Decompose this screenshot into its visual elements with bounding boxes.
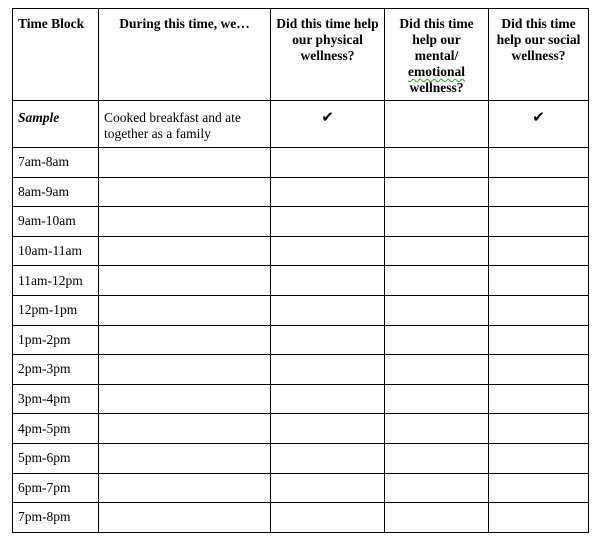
activity-cell[interactable] (99, 473, 271, 503)
mental-cell[interactable] (385, 473, 489, 503)
header-mental (385, 9, 489, 101)
header-mental-line1: Did this time help our (399, 16, 474, 47)
table-row (13, 473, 589, 503)
physical-cell[interactable] (271, 473, 385, 503)
physical-cell[interactable] (271, 503, 385, 533)
social-cell[interactable] (489, 295, 589, 325)
activity-cell[interactable] (99, 236, 271, 266)
header-mental-line4: wellness? (409, 80, 464, 95)
time-slot-label: 3pm-4pm (13, 384, 99, 414)
sample-mental-check[interactable] (385, 101, 489, 148)
header-mental-line2: mental/ (414, 48, 459, 63)
activity-cell[interactable] (99, 148, 271, 178)
activity-cell[interactable] (99, 177, 271, 207)
table-row (13, 207, 589, 237)
social-cell[interactable] (489, 177, 589, 207)
header-row (13, 9, 589, 101)
mental-cell[interactable] (385, 384, 489, 414)
mental-cell[interactable] (385, 207, 489, 237)
table-row (13, 414, 589, 444)
activity-cell[interactable] (99, 355, 271, 385)
time-slot-label: 7am-8am (13, 148, 99, 178)
mental-cell[interactable] (385, 148, 489, 178)
social-cell[interactable] (489, 325, 589, 355)
table-row (13, 384, 589, 414)
time-slot-label: 10am-11am (13, 236, 99, 266)
social-cell[interactable] (489, 236, 589, 266)
header-physical: Did this time help our physical wellness? (271, 9, 385, 101)
social-cell[interactable] (489, 473, 589, 503)
social-cell[interactable] (489, 384, 589, 414)
mental-cell[interactable] (385, 355, 489, 385)
wellness-log-table (12, 8, 589, 533)
physical-cell[interactable] (271, 443, 385, 473)
social-cell[interactable] (489, 443, 589, 473)
table-row (13, 266, 589, 296)
time-slot-label: 9am-10am (13, 207, 99, 237)
table-row (13, 148, 589, 178)
table-row (13, 503, 589, 533)
time-slot-rows (13, 148, 589, 533)
header-social: Did this time help our social wellness? (489, 9, 589, 101)
time-slot-label: 5pm-6pm (13, 443, 99, 473)
mental-cell[interactable] (385, 177, 489, 207)
time-slot-label: 2pm-3pm (13, 355, 99, 385)
mental-cell[interactable] (385, 414, 489, 444)
physical-cell[interactable] (271, 207, 385, 237)
table-row (13, 443, 589, 473)
sample-activity-cell[interactable]: Cooked breakfast and ate together as a family (99, 101, 271, 148)
time-slot-label: 8am-9am (13, 177, 99, 207)
activity-cell[interactable] (99, 295, 271, 325)
time-slot-label: 12pm-1pm (13, 295, 99, 325)
table-row (13, 236, 589, 266)
activity-cell[interactable] (99, 503, 271, 533)
table-row (13, 355, 589, 385)
time-slot-label: 7pm-8pm (13, 503, 99, 533)
mental-cell[interactable] (385, 443, 489, 473)
social-cell[interactable] (489, 414, 589, 444)
physical-cell[interactable] (271, 325, 385, 355)
header-mental-line3: emotional (408, 64, 465, 79)
sample-label: Sample (18, 110, 60, 125)
table-row (13, 295, 589, 325)
time-slot-label: 6pm-7pm (13, 473, 99, 503)
sample-social-check[interactable]: ✔ (489, 101, 589, 148)
table-row (13, 325, 589, 355)
physical-cell[interactable] (271, 236, 385, 266)
sample-row (13, 101, 589, 148)
physical-cell[interactable] (271, 414, 385, 444)
social-cell[interactable] (489, 148, 589, 178)
activity-cell[interactable] (99, 266, 271, 296)
time-slot-label: 1pm-2pm (13, 325, 99, 355)
mental-cell[interactable] (385, 266, 489, 296)
mental-cell[interactable] (385, 295, 489, 325)
mental-cell[interactable] (385, 325, 489, 355)
physical-cell[interactable] (271, 295, 385, 325)
table-row (13, 177, 589, 207)
social-cell[interactable] (489, 207, 589, 237)
mental-cell[interactable] (385, 236, 489, 266)
physical-cell[interactable] (271, 266, 385, 296)
social-cell[interactable] (489, 355, 589, 385)
header-during: During this time, we… (99, 9, 271, 101)
mental-cell[interactable] (385, 503, 489, 533)
time-slot-label: 4pm-5pm (13, 414, 99, 444)
physical-cell[interactable] (271, 177, 385, 207)
social-cell[interactable] (489, 503, 589, 533)
sample-physical-check[interactable]: ✔ (271, 101, 385, 148)
activity-cell[interactable] (99, 443, 271, 473)
time-slot-label: 11am-12pm (13, 266, 99, 296)
activity-cell[interactable] (99, 414, 271, 444)
activity-cell[interactable] (99, 207, 271, 237)
physical-cell[interactable] (271, 148, 385, 178)
activity-cell[interactable] (99, 384, 271, 414)
header-time-block: Time Block (13, 9, 99, 101)
activity-cell[interactable] (99, 325, 271, 355)
physical-cell[interactable] (271, 355, 385, 385)
physical-cell[interactable] (271, 384, 385, 414)
social-cell[interactable] (489, 266, 589, 296)
sample-label-cell (13, 101, 99, 148)
